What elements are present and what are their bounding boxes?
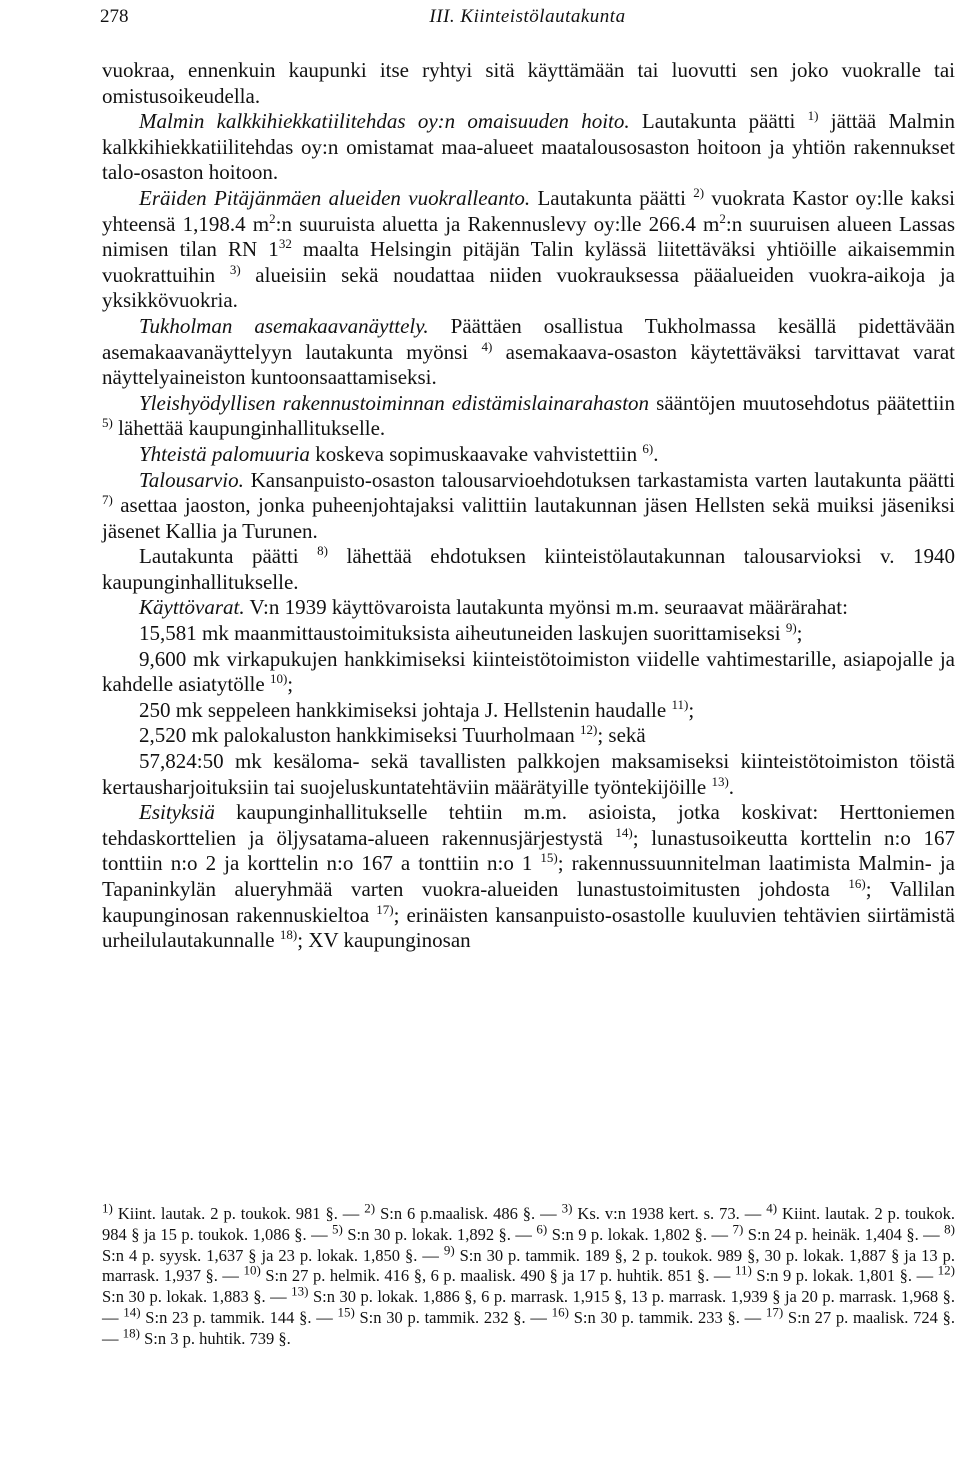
text-run: asemakaava-osaston käytettäväksi tarvittavat varat näyttelyaineiston kuntoonsaattamiseksi. xyxy=(102,339,955,390)
text-run: 2,520 mk palokaluston hankkimiseksi Tuurholmaan xyxy=(139,723,580,748)
footnote-ref: 16) xyxy=(551,1304,569,1320)
italic-heading: Yleishyödyllisen rakennustoiminnan edistämislainarahaston xyxy=(139,390,650,415)
text-run: vuokraa, ennenkuin kaupunki itse ryhtyi sitä käyttämään tai luovutti sen joko vuokralle tai omistusoikeudella. xyxy=(102,58,955,108)
text-run: S:n 9 p. lokak. 1,802 §. — xyxy=(547,1224,733,1244)
paragraph-p11 xyxy=(102,698,955,724)
footnote-f0 xyxy=(102,1200,956,1350)
footnotes xyxy=(102,1200,956,1350)
text-run: . xyxy=(653,441,659,466)
text-run: koskeva sopimuskaavake vahvistettiin xyxy=(309,441,643,466)
paragraph-p5 xyxy=(102,442,955,468)
footnote-ref: 17) xyxy=(765,1304,784,1320)
paragraph-p1 xyxy=(102,109,955,186)
text-run: ; xyxy=(796,621,803,646)
footnote-ref: 2) xyxy=(693,184,705,200)
footnote-ref: 11) xyxy=(734,1262,752,1278)
footnote-ref: 11) xyxy=(671,696,689,712)
paragraph-p6 xyxy=(102,468,955,545)
footnote-ref: 13) xyxy=(711,773,729,789)
footnote-ref: 7) xyxy=(102,492,113,508)
footnote-ref: 14) xyxy=(615,824,633,840)
text-run: sääntöjen muutosehdotus päätettiin xyxy=(649,390,955,415)
text-run: :n suuruisen alueen Lassas nimisen tilan RN 1 xyxy=(102,211,955,262)
text-run: Ks. v:n 1938 kert. s. 73. — xyxy=(572,1204,767,1223)
text-run: asettaa jaoston, jonka puheenjohtajaksi valittiin lautakunnan jäsen Hellsten sekä muiksi jäseniksi jäsenet Kallia ja Turunen. xyxy=(102,493,955,543)
footnote-ref: 14) xyxy=(123,1304,141,1320)
footnote-ref: 4) xyxy=(481,338,493,354)
italic-heading: Yhteistä palomuuria xyxy=(139,441,310,466)
footnote-ref: 10) xyxy=(269,671,288,687)
running-head: III. Kiinteistölautakunta xyxy=(429,6,626,27)
text-run: S:n 9 p. lokak. 1,801 §. — xyxy=(751,1266,938,1286)
text-run: S:n 30 p. tammik. 233 §. — xyxy=(568,1307,766,1327)
text-run: Lautakunta päätti xyxy=(530,185,694,210)
paragraph-p10 xyxy=(102,647,955,698)
text-run: 9,600 mk virkapukujen hankkimiseksi kiinteistötoimiston viidelle vahtimestarille, asiapojalle ja kahdelle asiatytölle xyxy=(102,646,955,697)
italic-heading: Talousarvio. xyxy=(139,467,244,492)
text-run: S:n 3 p. huhtik. 739 §. xyxy=(139,1328,291,1348)
footnote-ref: 6) xyxy=(642,440,654,456)
footnote-ref: 5) xyxy=(102,415,113,431)
footnote-ref: 9) xyxy=(443,1242,455,1258)
text-run: ; lunastusoikeutta korttelin n:o 167 tonttiin n:o 2 ja korttelin n:o 167 a tonttiin n:o 1 xyxy=(102,825,955,876)
italic-heading: Tukholman asemakaavanäyttely. xyxy=(139,313,429,338)
text-run: V:n 1939 käyttövaroista lautakunta myönsi m.m. seuraavat määrärahat: xyxy=(244,595,848,620)
footnote-ref: 7) xyxy=(732,1221,744,1237)
text-run: alueisiin sekä noudattaa niiden vuokrauksessa pääalueiden vuokra-aikoja ja yksikkövuokria. xyxy=(102,262,955,313)
paragraph-p2 xyxy=(102,186,955,314)
footnote-ref: 15) xyxy=(540,850,558,866)
text-run: S:n 24 p. heinäk. 1,404 §. — xyxy=(743,1224,945,1244)
text-run: kaupunginhallitukselle tehtiin m.m. asioista, jotka koskivat: Herttoniemen tehdaskorttelien ja öljysatama-alueen rakennusjärjestystä xyxy=(102,800,955,850)
text-run: S:n 30 p. lokak. 1,886 §, 6 p. marrask. 1,915 §, 13 p. marrask. 1,939 § ja 20 p. marrask. 1,968 §. — xyxy=(102,1287,955,1327)
footnote-ref: 18) xyxy=(279,927,298,943)
text-run: S:n 6 p.maalisk. 486 §. — xyxy=(375,1204,562,1223)
footnote-ref: 6) xyxy=(536,1221,548,1237)
paragraph-p0 xyxy=(102,58,955,109)
text-run: 15,581 mk maanmittaustoimituksista aiheutuneiden laskujen suorittamiseksi xyxy=(139,621,786,646)
text-run: S:n 30 p. tammik. 189 §, 2 p. toukok. 989 §, 30 p. lokak. 1,887 § ja 13 p. marrask. 1,937 §. — xyxy=(102,1245,956,1286)
footnote-ref: 15) xyxy=(337,1304,355,1320)
italic-heading: Eräiden Pitäjänmäen alueiden vuokralleanto. xyxy=(139,185,531,210)
footnote-ref: 1) xyxy=(807,108,819,124)
paragraph-p13 xyxy=(102,749,955,800)
text-run: S:n 23 p. tammik. 144 §. — xyxy=(140,1307,338,1327)
footnote-ref: 3) xyxy=(561,1200,573,1216)
text-run: ; rakennussuunnitelman laatimista Malmin- ja Tapaninkylän alueryhmää varten vuokra-alueiden lunastustoimitusten johdosta xyxy=(102,851,955,901)
text-run: ; erinäisten kansanpuisto-osastolle kuuluvien tehtävien siirtämistä urheilulautakunnalle xyxy=(102,902,955,953)
footnote-ref: 32 xyxy=(278,236,292,252)
text-run: jättää Malmin kalkkihiekkatiilitehdas oy:n omistamat maa-alueet maatalousosaston hoitoon ja yhtiön rakennukset talo-osaston hoitoon. xyxy=(102,109,955,185)
text-run: vuokrata Kastor oy:lle kaksi yhteensä 1,198.4 m xyxy=(102,185,956,236)
text-run: Kiint. lautak. 2 p. toukok. 984 § ja 15 p. toukok. 1,086 §. — xyxy=(102,1204,955,1244)
text-run: . xyxy=(728,774,735,799)
footnote-ref: 4) xyxy=(766,1200,778,1216)
footnote-ref: 5) xyxy=(332,1221,343,1237)
footnote-ref: 9) xyxy=(785,620,797,636)
text-run: Päättäen osallistua Tukholmassa kesällä pidettävään asemakaavanäyttelyyn lautakunta myönsi xyxy=(102,313,955,364)
footnote-ref: 8) xyxy=(944,1221,955,1237)
paragraph-p7 xyxy=(102,544,955,595)
text-run: S:n 4 p. syysk. 1,637 § ja 23 p. lokak. 1,850 §. — xyxy=(102,1245,444,1265)
text-run: Kiint. lautak. 2 p. toukok. 981 §. — xyxy=(112,1204,365,1223)
footnote-ref: 10) xyxy=(243,1262,261,1278)
text-run: S:n 30 p. lokak. 1,892 §. — xyxy=(342,1224,537,1244)
text-run: ; xyxy=(688,697,695,722)
italic-heading: Esityksiä xyxy=(139,800,215,825)
text-run: maalta Helsingin pitäjän Talin kylässä liitettäväksi yhtiöille aikaisemmin vuokrattuihin xyxy=(102,237,955,287)
text-run: S:n 30 p. tammik. 232 §. — xyxy=(354,1307,552,1327)
paragraph-p3 xyxy=(102,314,955,391)
footnote-ref: 13) xyxy=(291,1283,309,1299)
text-run: S:n 27 p. helmik. 416 §, 6 p. maalisk. 490 § ja 17 p. huhtik. 851 §. — xyxy=(260,1266,735,1286)
footnote-ref: 3) xyxy=(229,261,241,277)
footnote-ref: 12) xyxy=(580,722,598,738)
text-run: 57,824:50 mk kesäloma- sekä tavallisten palkkojen maksamiseksi kiinteistötoimiston töistä kertausharjoituksiin tai suojeluskuntatehtäviin määrätyille työntekijöille xyxy=(102,749,955,799)
paragraph-p9 xyxy=(102,621,955,647)
footnote-ref: 1) xyxy=(102,1200,113,1216)
text-run: lähettää ehdotuksen kiinteistölautakunnan talousarvioksi v. 1940 kaupunginhallitukselle. xyxy=(102,544,956,594)
text-run: ; xyxy=(287,672,294,697)
footnote-ref: 8) xyxy=(317,543,328,559)
paragraph-p14 xyxy=(102,800,955,954)
footnote-ref: 2 xyxy=(719,210,726,226)
italic-heading: Malmin kalkkihiekkatiilitehdas oy:n omaisuuden hoito. xyxy=(139,109,630,134)
page-number: 278 xyxy=(100,6,129,27)
footnote-ref: 2) xyxy=(364,1200,376,1216)
paragraph-p12 xyxy=(102,723,955,749)
body-text xyxy=(102,58,955,954)
text-run: 250 mk seppeleen hankkimiseksi johtaja J. Hellstenin haudalle xyxy=(139,697,672,722)
footnote-ref: 16) xyxy=(848,876,866,891)
footnote-ref: 12) xyxy=(937,1262,955,1278)
footnote-ref: 2 xyxy=(269,210,276,226)
text-run: ; sekä xyxy=(597,723,646,748)
text-run: S:n 30 p. lokak. 1,883 §. — xyxy=(102,1287,292,1307)
text-run: Lautakunta päätti xyxy=(629,109,808,134)
text-run: Lautakunta päätti xyxy=(139,544,318,569)
text-run: Kansanpuisto-osaston talousarvioehdotuksen tarkastamista varten lautakunta päätti xyxy=(243,467,955,492)
text-run: :n suuruista aluetta ja Rakennuslevy oy:lle 266.4 m xyxy=(275,211,720,236)
text-run: lähettää kaupunginhallitukselle. xyxy=(112,416,386,441)
text-run: S:n 27 p. maalisk. 724 §. — xyxy=(102,1307,956,1348)
page-header xyxy=(100,0,955,40)
paragraph-p8 xyxy=(102,595,955,621)
footnote-ref: 18) xyxy=(122,1325,140,1341)
text-run: ; XV kaupunginosan xyxy=(297,928,471,953)
footnote-ref: 17) xyxy=(376,901,394,917)
paragraph-p4 xyxy=(102,391,955,442)
text-run: ; Vallilan kaupunginosan rakennuskieltoa xyxy=(102,877,955,927)
italic-heading: Käyttövarat. xyxy=(139,595,245,620)
